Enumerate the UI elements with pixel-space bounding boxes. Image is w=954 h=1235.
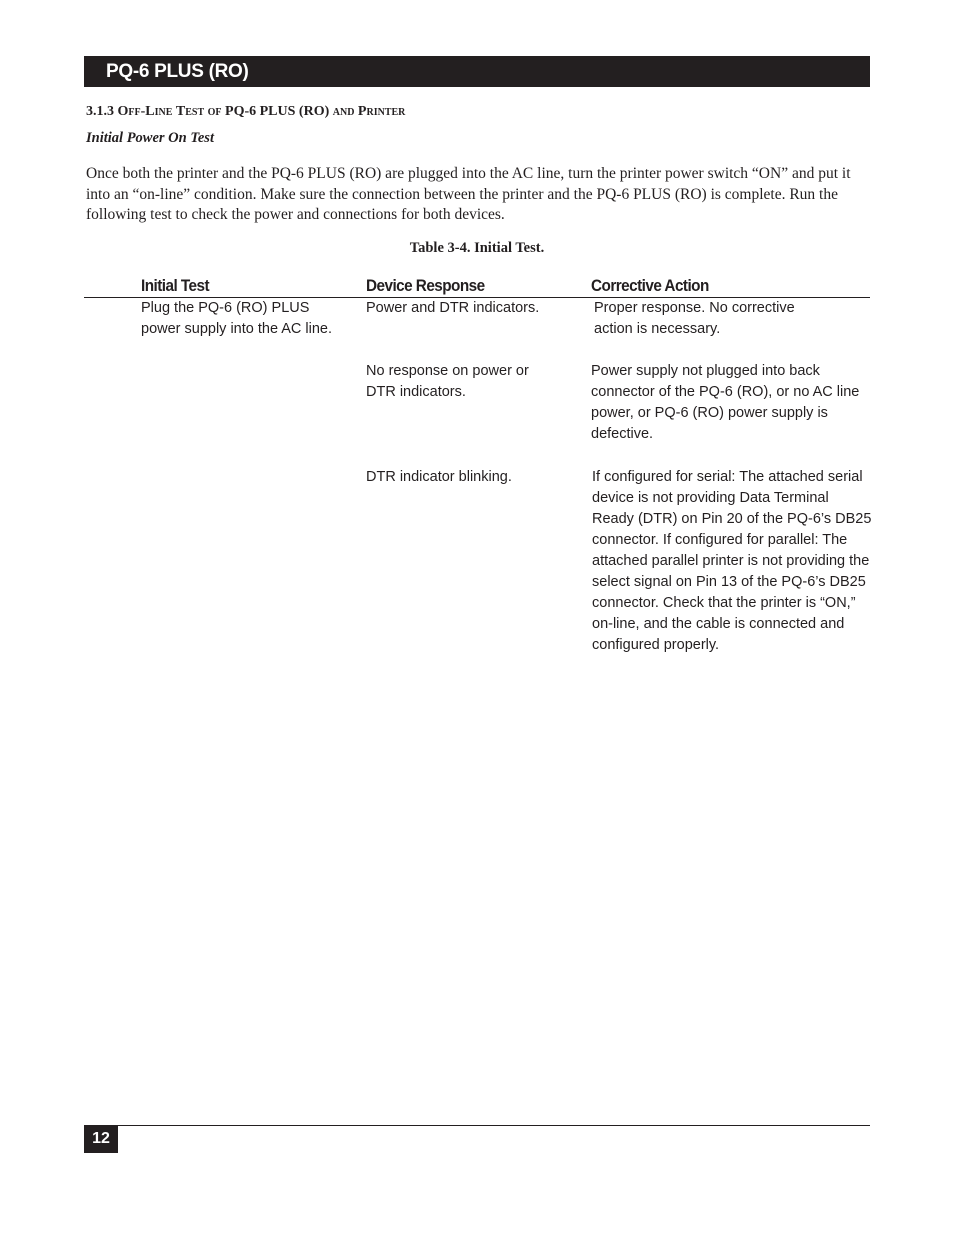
table-cell-test: Plug the PQ-6 (RO) PLUS power supply into the AC line.	[141, 300, 333, 337]
section-title-part: Off-Line	[117, 104, 173, 119]
subheading: Initial Power On Test	[86, 130, 214, 146]
column-header-device-response: Device Response	[366, 276, 485, 295]
column-header-initial-test: Initial Test	[141, 276, 210, 295]
section-title-part: PQ-6 PLUS (RO)	[221, 104, 333, 119]
section-title-part: Test	[175, 104, 205, 119]
table-caption: Table 3-4. Initial Test.	[409, 240, 545, 256]
intro-paragraph: Once both the printer and the PQ-6 PLUS (RO) are plugged into the AC line, turn the printer power switch “ON” and put it into an “on-line” condition. Make sure the connection between the printer and the PQ-6 PLUS (RO) is complete. Run the following test to check the power and connections for both devices.	[86, 165, 851, 224]
section-title-part: and	[332, 104, 355, 119]
column-header-corrective-action: Corrective Action	[591, 276, 709, 295]
table-cell-action: Power supply not plugged into back connector of the PQ-6 (RO), or no AC line power, or PQ-6 (RO) power supply is defective.	[591, 363, 860, 442]
table-cell-response: DTR indicator blinking.	[366, 469, 512, 485]
footer-rule	[84, 1125, 870, 1126]
section-number: 3.1.3	[86, 104, 114, 119]
table-cell-response: No response on power or DTR indicators.	[366, 363, 529, 400]
table-cell-action: If configured for serial: The attached serial device is not providing Data Terminal Ready (DTR) on Pin 20 of the PQ-6’s DB25 connector. If configured for parallel: The attached parallel printer is not providing the select signal on Pin 13 of the PQ-6’s DB25 connector. Check that the printer is “ON,” on-line, and the cable is connected and configured properly.	[592, 469, 872, 653]
page-number: 12	[84, 1125, 118, 1153]
page-header-title: PQ-6 PLUS (RO)	[84, 56, 870, 87]
section-title-part: Printer	[357, 104, 406, 119]
section-title	[118, 104, 406, 119]
section-heading	[86, 104, 405, 120]
table-cell-action: Proper response. No corrective action is necessary.	[594, 300, 795, 337]
table-cell-response: Power and DTR indicators.	[366, 300, 540, 316]
section-title-part: of	[207, 104, 222, 119]
